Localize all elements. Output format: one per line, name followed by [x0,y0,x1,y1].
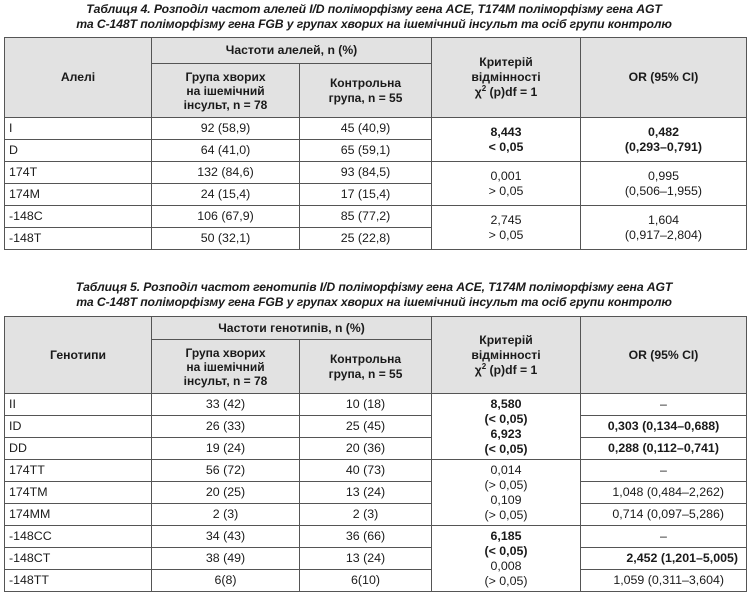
table5-or-value: 0,714 (0,097–5,286) [581,504,747,526]
table5-header-or: OR (95% CI) [581,317,747,394]
table5-control-value: 10 (18) [300,394,432,416]
table5-row-label: ID [5,416,152,438]
table4-caption-line1: Таблиця 4. Розподіл частот алелей I/D поліморфізму гена ACE, T174M поліморфізму гена AGT [86,2,662,16]
table5-control-value: 40 (73) [300,460,432,482]
table5-or-value: – [581,394,747,416]
table5-patients-value: 6(8) [152,570,300,592]
table5-or-value: 1,048 (0,484–2,262) [581,482,747,504]
table5-criterion-value: 0,014 (> 0,05) 0,109 (> 0,05) [432,460,581,526]
table5-or-value: – [581,460,747,482]
table-row [5,416,747,438]
table5-control-value: 25 (45) [300,416,432,438]
table-row [5,460,747,482]
table-row [5,162,747,184]
table4-row-label: -148T [5,228,152,250]
table4-row-label: -148C [5,206,152,228]
table5-patients-value: 33 (42) [152,394,300,416]
table5-header-genotypes: Генотипи [5,317,152,394]
table4-header-criterion: Критерій відмінності $\chi^2$ (p)df = 1 [432,38,581,118]
table5-patients-value: 26 (33) [152,416,300,438]
table5-control-value: 36 (66) [300,526,432,548]
table5-patients-value: 38 (49) [152,548,300,570]
table5-row-label: 174TT [5,460,152,482]
table4-header-control: Контрольна група, n = 55 [300,64,432,118]
table4-header-alleles: Алелі [5,38,152,118]
table4-control-value: 25 (22,8) [300,228,432,250]
table4-header-or: OR (95% CI) [581,38,747,118]
table5-row-label: II [5,394,152,416]
table4-header-patients: Група хворих на ішемічний інсульт, n = 78 [152,64,300,118]
table5-control-value: 6(10) [300,570,432,592]
table4-row-label: 174M [5,184,152,206]
table5-criterion-value: 8,580 (< 0,05) 6,923 (< 0,05) [432,394,581,460]
table4-control-value: 65 (59,1) [300,140,432,162]
table5-criterion-value: 6,185 (< 0,05) 0,008 (> 0,05) [432,526,581,592]
table5-patients-value: 2 (3) [152,504,300,526]
table4-patients-value: 106 (67,9) [152,206,300,228]
table4-criterion-value: 2,745 > 0,05 [432,206,581,250]
table5-control-value: 20 (36) [300,438,432,460]
table5-patients-value: 56 (72) [152,460,300,482]
table4-or-value: 1,604 (0,917–2,804) [581,206,747,250]
table5-row-label: DD [5,438,152,460]
table5-header-patients: Група хворих на ішемічний інсульт, n = 78 [152,340,300,394]
table4-patients-value: 132 (84,6) [152,162,300,184]
table5-or-value: 0,303 (0,134–0,688) [581,416,747,438]
table4-row-label: D [5,140,152,162]
table4-caption-line2: та C-148T поліморфізму гена FGB у групах хворих на ішемічний інсульт та осіб групи контролю [76,17,672,31]
table5-header-control: Контрольна група, n = 55 [300,340,432,394]
table5-row-label: 174MM [5,504,152,526]
table4 [4,37,746,250]
table-row [5,118,747,140]
table5-patients-value: 34 (43) [152,526,300,548]
table5-control-value: 13 (24) [300,482,432,504]
table5-row-label: -148TT [5,570,152,592]
table4-patients-value: 92 (58,9) [152,118,300,140]
table5-or-value: 1,059 (0,311–3,604) [581,570,747,592]
table4-criterion-value: 0,001 > 0,05 [432,162,581,206]
table4-control-value: 45 (40,9) [300,118,432,140]
table-row [5,482,747,504]
table5-row-label: 174TM [5,482,152,504]
table5-or-value: 0,288 (0,112–0,741) [581,438,747,460]
table4-or-value: 0,995 (0,506–1,955) [581,162,747,206]
table4-control-value: 17 (15,4) [300,184,432,206]
table4-patients-value: 50 (32,1) [152,228,300,250]
table5-header-criterion: Критерій відмінності $\chi^2$ (p)df = 1 [432,317,581,394]
table5-patients-value: 20 (25) [152,482,300,504]
table4-row-label: 174T [5,162,152,184]
table4-criterion-value: 8,443 < 0,05 [432,118,581,162]
table5-or-value: 2,452 (1,201–5,005) [581,548,747,570]
table4-patients-value: 64 (41,0) [152,140,300,162]
table5-header-frequencies: Частоти генотипів, n (%) [152,317,432,340]
table4-header-frequencies: Частоти алелей, n (%) [152,38,432,64]
table4-patients-value: 24 (15,4) [152,184,300,206]
table-row [5,570,747,592]
table-row [5,548,747,570]
table5-control-value: 13 (24) [300,548,432,570]
table4-row-label: I [5,118,152,140]
table5 [4,316,746,592]
table5-control-value: 2 (3) [300,504,432,526]
table4-or-value: 0,482 (0,293–0,791) [581,118,747,162]
table5-row-label: -148CT [5,548,152,570]
table-row [5,206,747,228]
table4-control-value: 85 (77,2) [300,206,432,228]
table-row [5,526,747,548]
table-row [5,438,747,460]
table5-row-label: -148CC [5,526,152,548]
table5-or-value: – [581,526,747,548]
table-row [5,504,747,526]
table5-caption-line2: та C-148T поліморфізму гена FGB у групах хворих на ішемічний інсульт та осіб групи контролю [76,295,672,309]
table5-caption-line1: Таблиця 5. Розподіл частот генотипів I/D поліморфізму гена ACE, T174M поліморфізму гена AGT [75,280,673,294]
table5-patients-value: 19 (24) [152,438,300,460]
table-row [5,394,747,416]
table4-control-value: 93 (84,5) [300,162,432,184]
